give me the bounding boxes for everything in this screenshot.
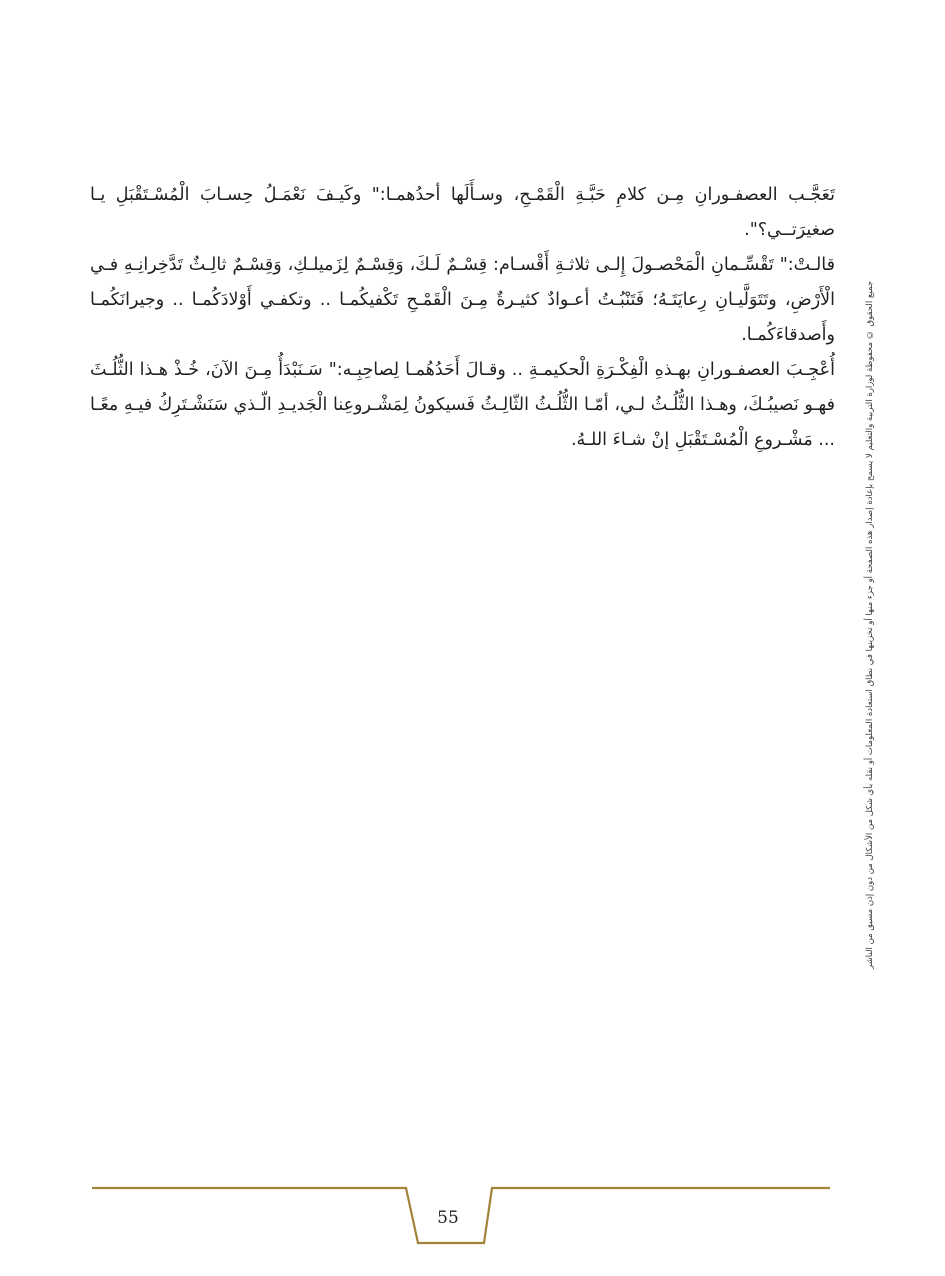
story-paragraph-2: قالـتْ:" تَقْسِّـمانِ الْمَحْصـولَ إِلـى ثلاثـةِ أَقْسـام: قِسْـمٌ لَـكَ، وَقِسْـمٌ لِزَميلـكِ، وَقِسْـمٌ ثالِـثٌ تَدَّخِرانِـهِ فـي الْأَرْضِ، وتَتَوَلَّيـانِ رِعايَتَـهُ؛ فَتَنْبُـتُ أعـوادٌ كثيـرةٌ مِـنَ الْقَمْـحِ تَكْفيكُمـا .. وتكفـي أَوْلادَكُمـا .. وجيرانَكُمـا وأَصدقاءَكُمـا.	[90, 255, 835, 345]
copyright-side-note: جميع الحقوق © محفوظة لوزارة التربية والتعليم لا يسمح بإعادة إصدار هذه الصفحة أو جزء منها أو تخزينها في نطاق استعادة المعلومات أو نقله بأي شكل من الأشكال من دون إذن مسبق من الناشر	[865, 280, 875, 970]
story-paragraph-1: تَعَجَّـب العصفـورانِ مِـن كلامِ حَبَّـةِ الْقَمْـحِ، وسـأَلَها أحدُهمـا:" وكَيـفَ نَعْمَـلُ حِسـابَ الْمُسْـتَقْبَلِ يـا صغيرَتــي؟".	[90, 185, 835, 240]
story-paragraph-3: أُعْجِـبَ العصفـورانِ بهـذهِ الْفِكْـرَةِ الْحكيمـةِ .. وقـالَ أَحَدُهُمـا لِصاحِبِـه:" سَـنَبْدَأُ مِـنَ الآنَ، خُـذْ هـذا الثُّلُـثَ فهـو نَصيبُـكَ، وهـذا الثُّلُـثُ لـي، أمّـا الثُّلُـثُ الثّالِـثُ فَسيكونُ لِمَشْـروعِنا الْجَديـدِ الّـذي سَنَشْـتَرِكُ فيـهِ معًـا ... مَشْـروعِ الْمُسْـتَقْبَلِ إنْ شـاءَ اللـهُ.	[90, 360, 835, 450]
page-number: 55	[437, 1208, 459, 1228]
story-text-block	[90, 178, 835, 458]
